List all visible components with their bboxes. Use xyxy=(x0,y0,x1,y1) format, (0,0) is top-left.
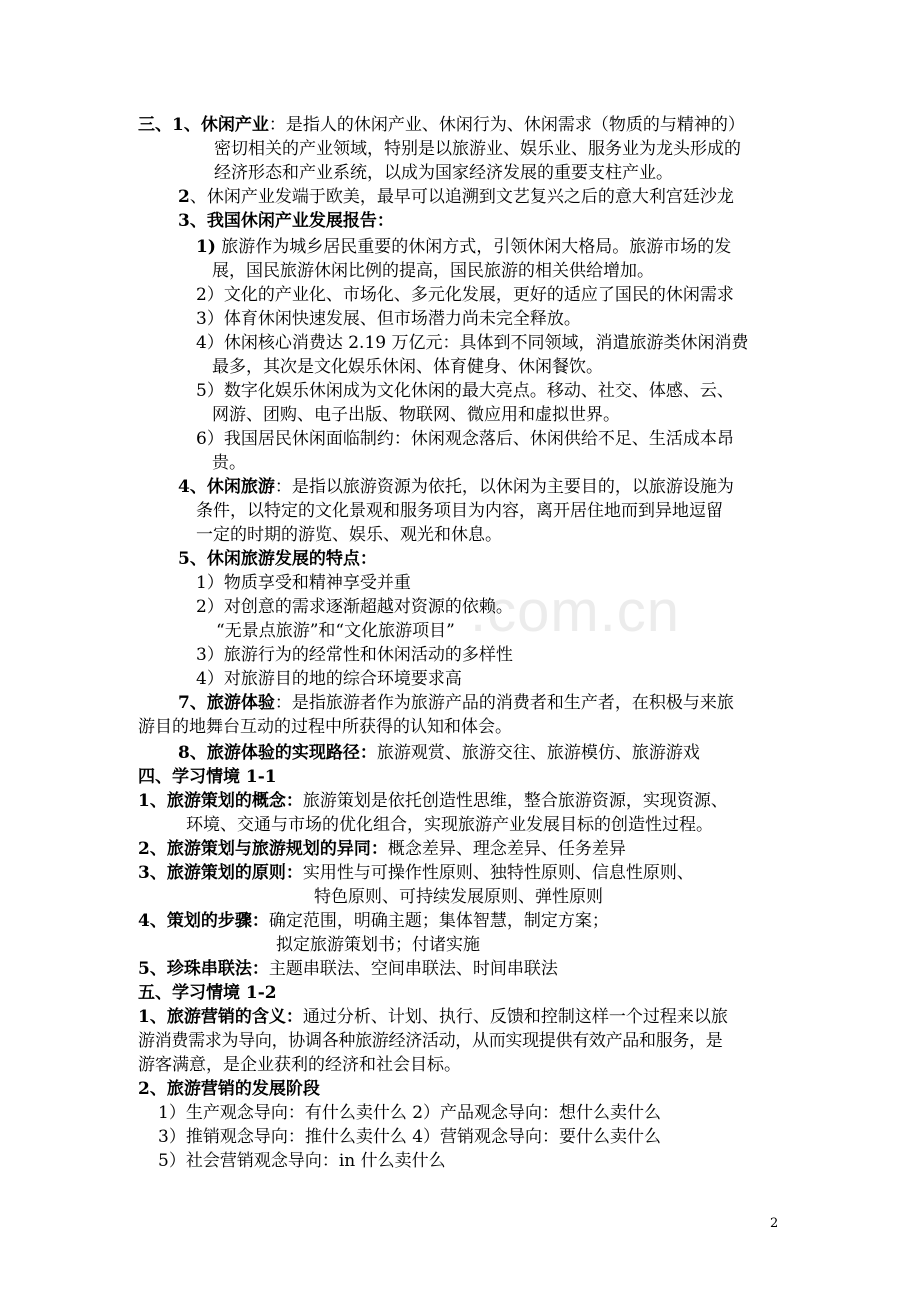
s5-item2-heading: 2、旅游营销的发展阶段 xyxy=(138,1079,320,1099)
s5-item1-line1: 1、旅游营销的含义：通过分析、计划、执行、反馈和控制这样一个过程来以旅 xyxy=(138,1007,728,1027)
term-leisure-tourism: 4、休闲旅游 xyxy=(178,477,275,497)
s3-item4-line1: 4、休闲旅游：是指以旅游资源为依托，以休闲为主要目的，以旅游设施为 xyxy=(178,477,734,497)
feature-item1: 1）物质享受和精神享受并重 xyxy=(196,573,411,593)
section5-heading: 五、学习情境 1-2 xyxy=(138,983,277,1003)
report-item5-line1: 5）数字化娱乐休闲成为文化休闲的最大亮点。移动、社交、体感、云、 xyxy=(196,381,734,401)
s5-item1-line3: 游客满意，是企业获利的经济和社会目标。 xyxy=(138,1055,461,1075)
s3-item1-line2: 密切相关的产业领域，特别是以旅游业、娱乐业、服务业为龙头形成的 xyxy=(214,139,741,159)
s4-item5: 5、珍珠串联法：主题串联法、空间串联法、时间串联法 xyxy=(138,959,558,979)
s4-item3-line1: 3、旅游策划的原则：实用性与可操作性原则、独特性原则、信息性原则、 xyxy=(138,863,694,883)
s4-item3-line2: 特色原则、可持续发展原则、弹性原则 xyxy=(314,887,603,907)
feature-item2-note: “无景点旅游”和“文化旅游项目” xyxy=(216,621,455,641)
s3-item5-heading: 5、休闲旅游发展的特点： xyxy=(178,549,377,569)
report-item5-line2: 网游、团购、电子出版、物联网、微应用和虚拟世界。 xyxy=(212,405,620,425)
s3-item1-line1: 三、1、休闲产业：是指人的休闲产业、休闲行为、休闲需求（物质的与精神的） xyxy=(138,115,745,135)
report-item4-line1: 4）休闲核心消费达 2.19 万亿元：具体到不同领域，消遣旅游类休闲消费 xyxy=(196,333,749,353)
term-leisure-industry: 三、1、休闲产业 xyxy=(138,115,269,135)
s4-item1-line1: 1、旅游策划的概念：旅游策划是依托创造性思维，整合旅游资源，实现资源、 xyxy=(138,791,728,811)
report-item6-line2: 贵。 xyxy=(212,453,246,473)
s4-item2: 2、旅游策划与旅游规划的异同：概念差异、理念差异、任务差异 xyxy=(138,839,626,859)
s3-item1-line3: 经济形态和产业系统，以成为国家经济发展的重要支柱产业。 xyxy=(214,163,673,183)
feature-item2: 2）对创意的需求逐渐超越对资源的依赖。 xyxy=(196,597,513,617)
stage-line1: 1）生产观念导向：有什么卖什么 2）产品观念导向：想什么卖什么 xyxy=(158,1103,662,1123)
feature-item4: 4）对旅游目的地的综合环境要求高 xyxy=(196,669,462,689)
page-number: 2 xyxy=(770,1216,779,1231)
report-item4-line2: 最多，其次是文化娱乐休闲、体育健身、休闲餐饮。 xyxy=(212,357,603,377)
watermark: .com.cn xyxy=(470,579,681,644)
s4-item1-line2: 环境、交通与市场的优化组合，实现旅游产业发展目标的创造性过程。 xyxy=(186,815,713,835)
s3-item3-heading: 3、我国休闲产业发展报告： xyxy=(178,211,394,231)
stage-line2: 3）推销观念导向：推什么卖什么 4）营销观念导向：要什么卖什么 xyxy=(158,1127,662,1147)
report-item6-line1: 6）我国居民休闲面临制约：休闲观念落后、休闲供给不足、生活成本昂 xyxy=(196,429,734,449)
section4-heading: 四、学习情境 1-1 xyxy=(138,767,277,787)
stage-line3: 5）社会营销观念导向：in 什么卖什么 xyxy=(158,1151,446,1171)
report-item1-line1: 1) 旅游作为城乡居民重要的休闲方式，引领休闲大格局。旅游市场的发 xyxy=(196,237,732,257)
report-item1-line2: 展，国民旅游休闲比例的提高，国民旅游的相关供给增加。 xyxy=(212,261,654,281)
s4-item4-line2: 拟定旅游策划书；付诸实施 xyxy=(276,935,480,955)
s5-item1-line2: 游消费需求为导向，协调各种旅游经济活动，从而实现提供有效产品和服务，是 xyxy=(138,1031,723,1051)
report-item2: 2）文化的产业化、市场化、多元化发展，更好的适应了国民的休闲需求 xyxy=(196,285,734,305)
s3-item7-line1: 7、旅游体验：是指旅游者作为旅游产品的消费者和生产者，在积极与来旅 xyxy=(178,693,734,713)
term-tourism-experience: 7、旅游体验 xyxy=(178,693,275,713)
report-item3: 3）体育休闲快速发展、但市场潜力尚未完全释放。 xyxy=(196,309,581,329)
feature-item3: 3）旅游行为的经常性和休闲活动的多样性 xyxy=(196,645,513,665)
s3-item7-line2: 游目的地舞台互动的过程中所获得的认知和体会。 xyxy=(138,717,512,737)
s4-item4-line1: 4、策划的步骤：确定范围，明确主题；集体智慧，制定方案； xyxy=(138,911,609,931)
s3-item8: 8、旅游体验的实现路径：旅游观赏、旅游交往、旅游模仿、旅游游戏 xyxy=(178,743,700,763)
s3-item4-line2: 条件，以特定的文化景观和服务项目为内容，离开居住地而到异地逗留 xyxy=(196,501,723,521)
s3-item2: 2、休闲产业发端于欧美，最早可以追溯到文艺复兴之后的意大利宫廷沙龙 xyxy=(178,187,734,207)
s3-item4-line3: 一定的时期的游览、娱乐、观光和休息。 xyxy=(196,525,502,545)
